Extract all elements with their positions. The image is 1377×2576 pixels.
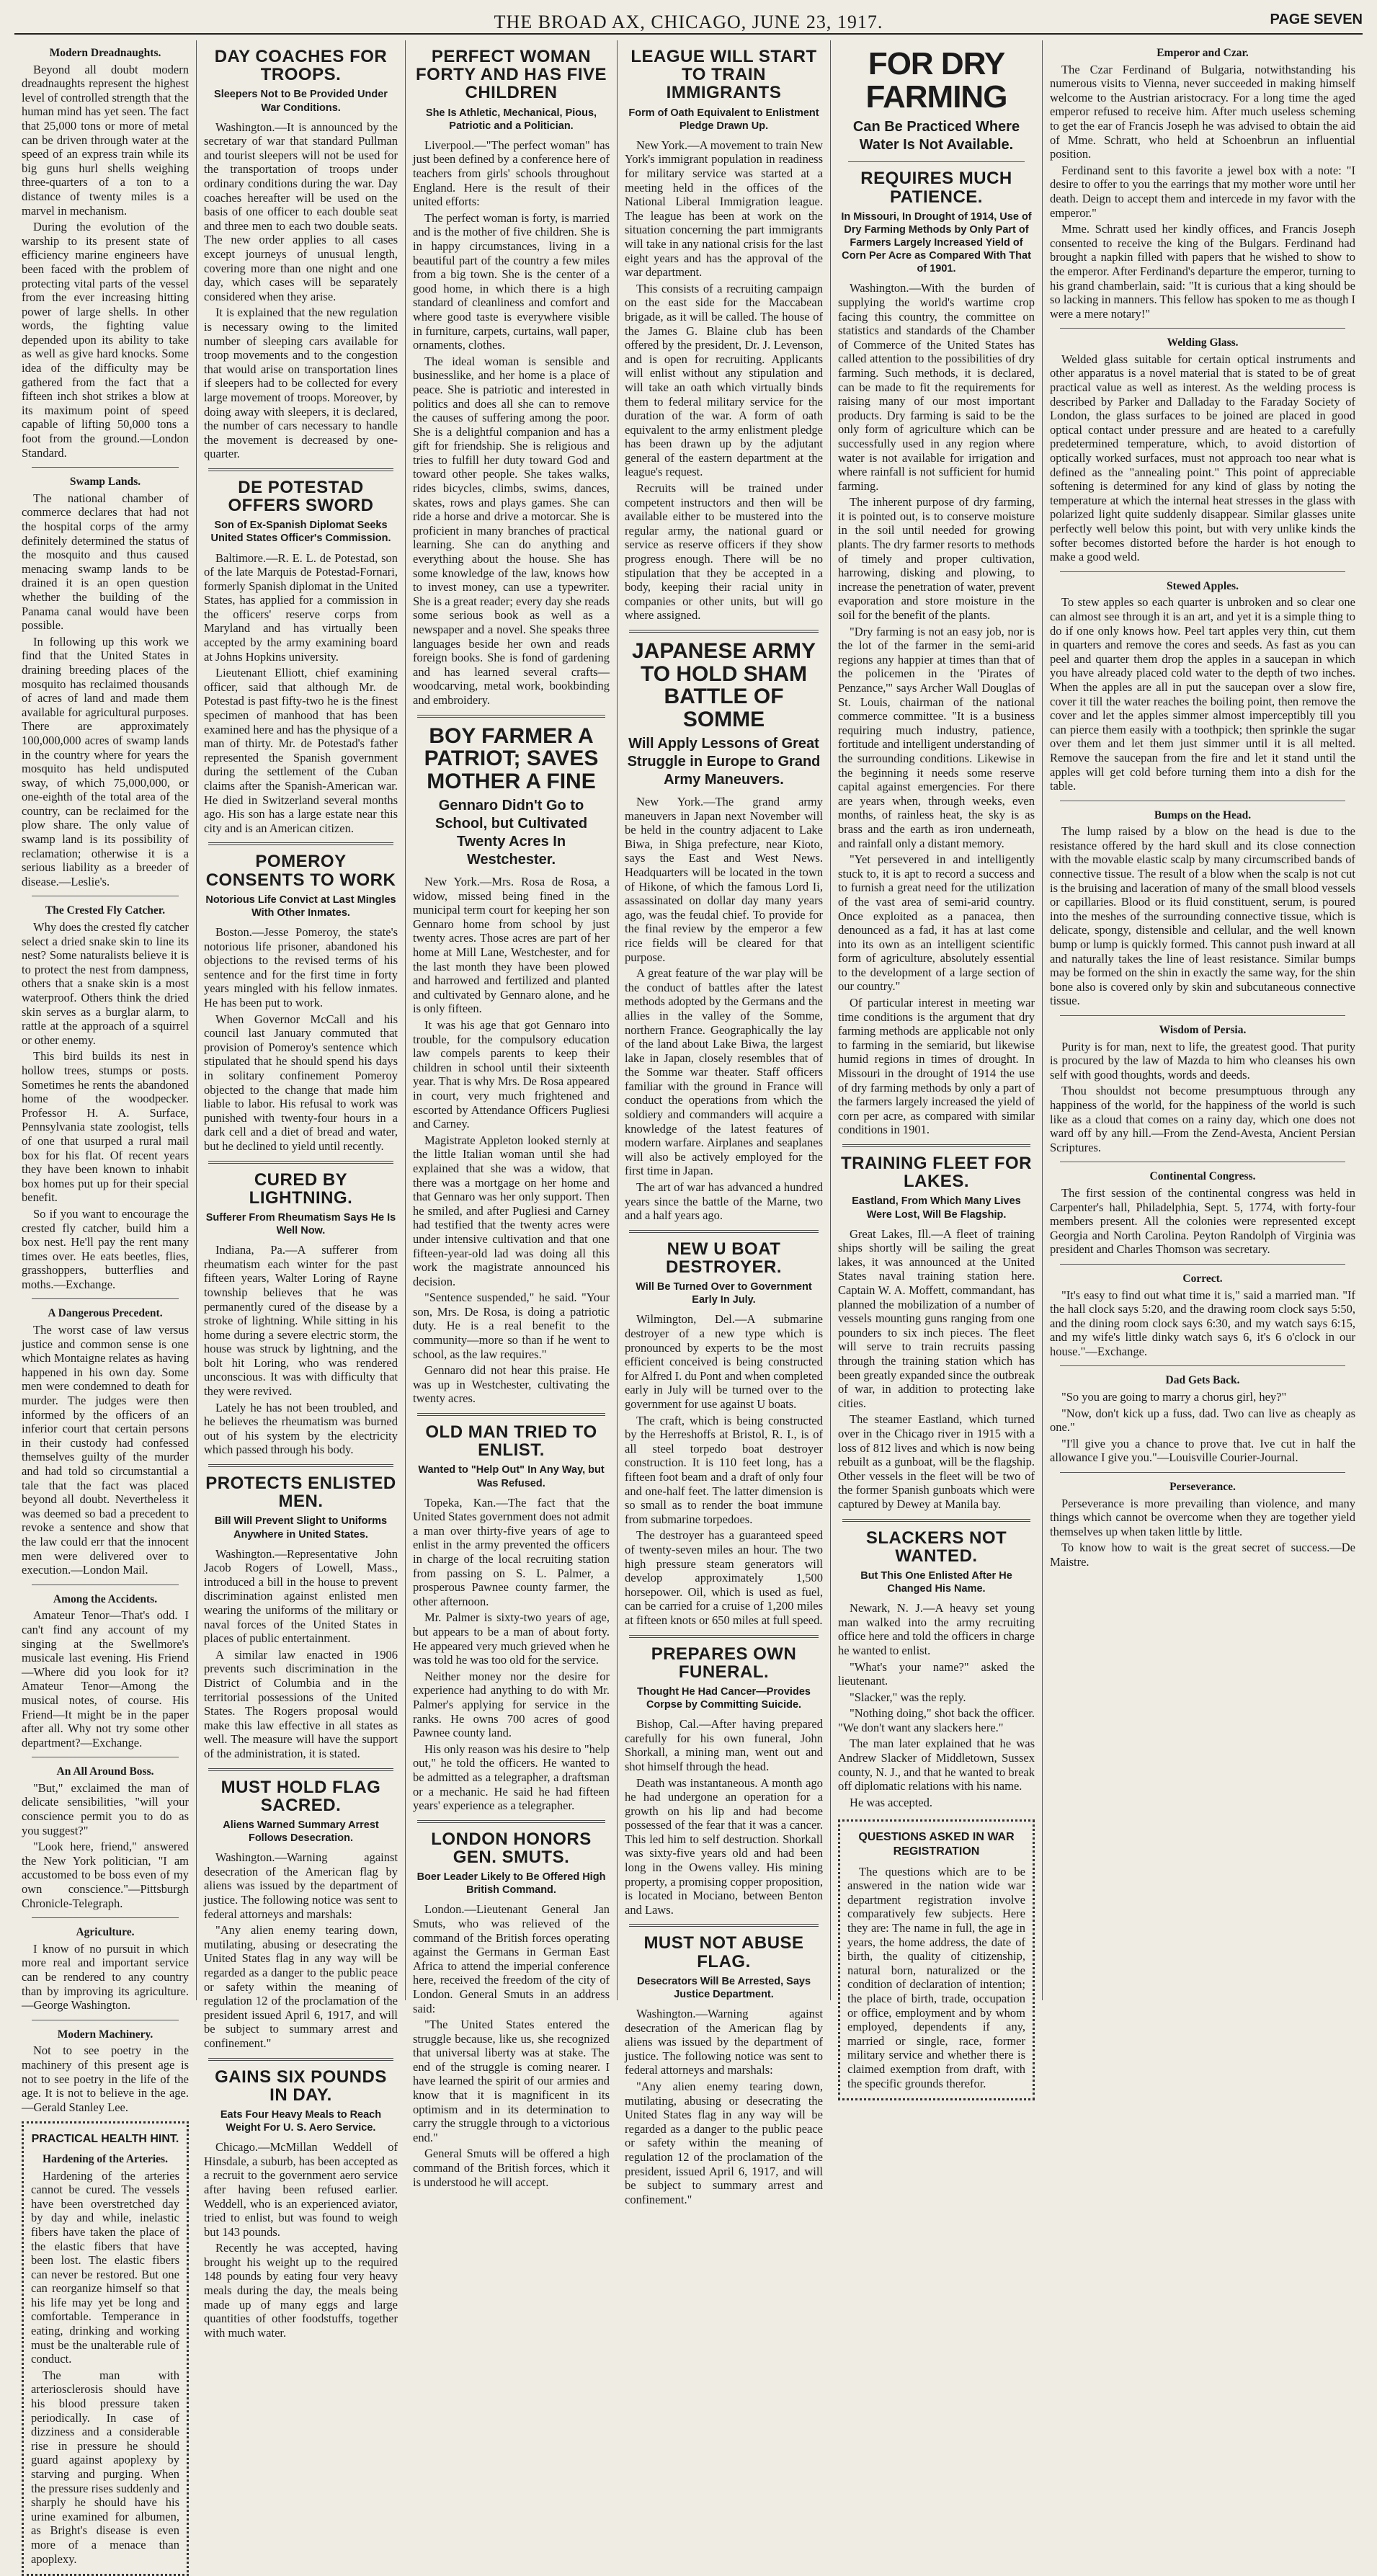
headline: MUST NOT ABUSE FLAG. bbox=[643, 1933, 804, 1971]
headline: LONDON HONORS GEN. SMUTS. bbox=[431, 1829, 592, 1867]
article-paragraph: Death was instantaneous. A month ago he had undergone an operation for a growth on his lip and had become possessed of the fear that it was a cancer. This led him to self destruction. Shorkall was sixty-five years old and had been long in the Owens valley. His mining property, a promising copper proposition, is located in Mociano, between Benton and Laws. bbox=[625, 1775, 823, 1917]
column-3 bbox=[405, 40, 617, 2189]
page-number-label: PAGE SEVEN bbox=[1270, 12, 1363, 27]
subheadline: Will Apply Lessons of Great Struggle in Europe to Grand Army Maneuvers. bbox=[627, 736, 821, 788]
article-paragraph: Neither money nor the desire for experience had anything to do with Mr. Palmer's applying for service in the ranks. He owns 700 acres of good Pawnee county land. bbox=[413, 1669, 610, 1740]
article-paragraph: The Czar Ferdinand of Bulgaria, notwithstanding his numerous visits to Vienna, never succeeded in making himself welcome to the Austrian aristocracy. For a long time the aged emperor refused to receive him. After much useless scheming to get the ear of Francis Joseph he was advised to obtain the aid of Mme. Schratt, who held at Schoenbrun an influential position. bbox=[1050, 62, 1355, 161]
article-paragraph: "Any alien enemy tearing down, mutilating, abusing or desecrating the United States flag in any way will be regarded as a danger to the public peace or safety within the meaning of regulation 12 of the proclamation of the president, issued April 6, 1917, and will be subject to summary arrest and confinement." bbox=[625, 2080, 823, 2206]
divider bbox=[842, 1519, 1030, 1522]
headline: PREPARES OWN FUNERAL. bbox=[651, 1644, 797, 1682]
article-paragraph: It was his age that got Gennaro into trouble, for the compulsory education law compels parents to keep their children in school until their sixteenth year. That is why Mrs. De Rosa appeared in court, very much frightened and escorted by Attendance Officers Pugliesi and Carney. bbox=[413, 1018, 610, 1131]
article-paragraph: Of particular interest in meeting war time conditions is the argument that dry farming methods are applicable not only to farming in the semiarid, but likewise humid regions in times of drought. In Missouri in the drought of 1914 the use of dry farming methods by only a part of the farmers largely increased the yield of corn per acre, as compared with similar conditions in 1901. bbox=[838, 996, 1035, 1137]
article-paragraph: Perseverance is more prevailing than violence, and many things which cannot be overcome when they are together yield themselves up when taken little by little. bbox=[1050, 1496, 1355, 1538]
article-paragraph: The destroyer has a guaranteed speed of twenty-seven miles an hour. The two high pressure steam generators will develop approximately 1,500 horsepower. Oil, which is used as fuel, can be carried for a cruise of 1,200 miles at fifteen knots or 650 miles at full speed. bbox=[625, 1528, 823, 1627]
article-paragraph: Mme. Schratt used her kindly offices, and Francis Joseph consented to receive the king of the Bulgars. Ferdinand had brought a napkin filled with papers that he wished to show to the emperor. After Ferdinand's departure the emperor, turning to his grand chamberlain, said: "It is curious that a king should be so lacking in manners. This fellow has spoken to me as though I were a mere notary!" bbox=[1050, 222, 1355, 321]
article-heading: Wisdom of Persia. bbox=[1159, 1024, 1247, 1036]
article-paragraph: New York.—A movement to train New York's immigrant population in readiness for military service was started at a meeting held in the offices of the National Liberal Immigration league. The league has been at work on the situation concerning the part immigrants will take in any national crisis for the last eight years and has the approval of the war department. bbox=[625, 138, 823, 280]
headline-secondary: REQUIRES MUCH PATIENCE. bbox=[860, 169, 1012, 207]
health-hint-box bbox=[22, 2121, 189, 2576]
subheadline: Sleepers Not to Be Provided Under War Conditions. bbox=[214, 89, 388, 114]
article-heading: Emperor and Czar. bbox=[1157, 47, 1249, 59]
article-heading: The Crested Fly Catcher. bbox=[45, 904, 166, 917]
headline: DE POTESTAD OFFERS SWORD bbox=[228, 477, 374, 516]
article-paragraph: Welded glass suitable for certain optical instruments and other apparatus is a novel material that is stated to be of great practical value as well as interest. As the welding process is described by Parker and Dalladay to the Faraday Society of London, the glass surfaces to be joined are placed in good optical contact under pressure and are heated to a carefully predetermined temperature, which, to avoid distortion of optically worked surfaces, must not approach too near what is defined as the "annealing point." This point of appreciable softening is determined for any kind of glass by noting the temperature at which the internal heat stresses in the glass with polarized light quite suddenly disappear. Similar glasses unite perfectly well below this point, but with very unlike kinds the softer becomes distorted before the harder is hot enough to make a good weld. bbox=[1050, 352, 1355, 564]
subheadline: But This One Enlisted After He Changed His Name. bbox=[860, 1569, 1012, 1595]
article-paragraph: "Dry farming is not an easy job, nor is the lot of the farmer in the semi-arid regions any happier at times than that of the policemen in the 'Pirates of Penzance,'" says Archer Wall Douglas of St. Louis, chairman of the national commerce committee. "It is a business requiring much industry, patience, fortitude and intelligent understanding of the surrounding conditions. Likewise in the beginning it needs some reserve capital against emergencies. For there are years when, through weeks, even months, of rainless heat, the sky is as brass and the earth as iron underneath, and rainfall only a distant memory. bbox=[838, 624, 1035, 850]
subheadline: Eats Four Heavy Meals to Reach Weight For U. S. Aero Service. bbox=[220, 2108, 382, 2134]
article-paragraph: Why does the crested fly catcher select a dried snake skin to line its nest? Some naturalists believe it is to protect the nest from dampness, others that a snake skin is a most waterproof. Others think the dried skin serves as a burglar alarm, to rattle at the approach of a squirrel or other enemy. bbox=[22, 920, 189, 1047]
column-2 bbox=[196, 40, 405, 2340]
article-paragraph: Boston.—Jesse Pomeroy, the state's notorious life prisoner, abandoned his objections to the revised terms of his sentence and for the first time in forty years mingled with his fellow inmates. He has been put to work. bbox=[204, 925, 398, 1010]
headline: NEW U BOAT DESTROYER. bbox=[665, 1239, 783, 1277]
divider bbox=[32, 467, 179, 468]
article-paragraph: So if you want to encourage the crested fly catcher, build him a box nest. He'll pay the rent many times over. He eats beetles, flies, grasshoppers, butterflies and moths.—Exchange. bbox=[22, 1206, 189, 1291]
subheadline: Son of Ex-Spanish Diplomat Seeks United States Officer's Commission. bbox=[210, 520, 391, 545]
article-paragraph: The national chamber of commerce declares that had not the hospital corps of the army definitely determined the status of the mosquito and thus caused menacing swamp lands to be drained it is an open question whether the building of the Panama canal would have been possible. bbox=[22, 491, 189, 633]
divider bbox=[32, 1298, 179, 1299]
article-paragraph: Topeka, Kan.—The fact that the United States government does not admit a man over thirty-five years of age to enlist in the army prevented the officers in charge of the local recruiting station from passing on S. L. Palmer, a prosperous Pawnee county farmer, the other afternoon. bbox=[413, 1495, 610, 1608]
article-paragraph: The craft, which is being constructed by the Herreshoffs at Bristol, R. I., is of all steel torpedo boat destroyer construction. It is 110 feet long, has a fifteen foot beam and a draft of only four and one-half feet. The latter dimension is so small as to render the boat immune from submarine torpedoes. bbox=[625, 1413, 823, 1526]
article-heading: Correct. bbox=[1182, 1272, 1223, 1285]
article-paragraph: His only reason was his desire to "help out," he told the officers. He wanted to be admitted as a telegrapher, a draftsman or a mechanic. He said he had fifteen years' experience as a telegrapher. bbox=[413, 1742, 610, 1813]
headline: OLD MAN TRIED TO ENLIST. bbox=[425, 1422, 597, 1461]
article-paragraph: Ferdinand sent to this favorite a jewel box with a note: "I desire to offer to you the earrings that my mother wore until her death. Deign to accept them and intercede in my favor with the emperor." bbox=[1050, 163, 1355, 220]
article-heading: Swamp Lands. bbox=[69, 476, 141, 489]
article-paragraph: New York.—Mrs. Rosa de Rosa, a widow, missed being fined in the municipal term court for keeping her son Gennaro home from school by just twenty acres. Those acres are part of her home at Mill Lane, Westchester, and for the last month they have been plowed and harrowed and fertilized and planted and cultivated by Gennaro alone, and he is only fifteen. bbox=[413, 875, 610, 1016]
headline: TRAINING FLEET FOR LAKES. bbox=[841, 1154, 1032, 1192]
article-paragraph: "I'll give you a chance to prove that. Ive cut in half the allowance I give you."—Louisville Courier-Journal. bbox=[1050, 1436, 1355, 1465]
subheadline: Eastland, From Which Many Lives Were Lost, Will Be Flagship. bbox=[852, 1195, 1021, 1221]
article-paragraph: He was accepted. bbox=[850, 1795, 932, 1809]
article-paragraph: Recruits will be trained under competent instructors and then will be available either to be mustered into the regular army, the national guard or service as reserve officers if they show progress enough. There will be no stipulation that they be accepted in a body, keeping their racial unity in companies or other units, but will go where assigned. bbox=[625, 481, 823, 623]
headline: LEAGUE WILL START TO TRAIN IMMIGRANTS bbox=[630, 47, 817, 103]
subheadline: Desecrators Will Be Arrested, Says Justice Department. bbox=[636, 1975, 811, 2000]
article-paragraph: Mr. Palmer is sixty-two years of age, but appears to be a man of about forty. He appeared very much grieved when he was told he was too old for the service. bbox=[413, 1610, 610, 1667]
divider bbox=[417, 715, 605, 718]
headline: FOR DRY FARMING bbox=[865, 46, 1007, 115]
column-5 bbox=[830, 40, 1042, 2090]
article-paragraph: "Look here, friend," answered the New York politician, "I am accustomed to be boss even of my own conscience."—Pittsburgh Chronicle-Telegraph. bbox=[22, 1840, 189, 1910]
headline: DAY COACHES FOR TROOPS. bbox=[214, 47, 388, 85]
article-heading: Continental Congress. bbox=[1149, 1170, 1256, 1183]
article-paragraph: Amateur Tenor—That's odd. I can't find any account of my singing at the Swellmore's musicale last evening. His Friend—Where did you look for it? Amateur Tenor—Among the musical notes, of course. His Friend—It might be in the paper after all. Why not try some other department?—Exchange. bbox=[22, 1608, 189, 1750]
article-paragraph: Magistrate Appleton looked sternly at the little Italian woman until she had explained that she was a widow, that there was a mortgage on her home and that Gennaro was her only support. Then he smiled, and after Pugliesi and Carney had testified that the twenty acres were under intensive cultivation and that one fifteen-year-old lad was doing all this work the magistrate announced his decision. bbox=[413, 1133, 610, 1288]
article-paragraph: To stew apples so each quarter is unbroken and so clear one can almost see through it is an art, and yet it is a simple thing to do if one only knows how. Peel tart apples very thin, cut them in quarters and remove the cores and seeds. As fast as you can peel and quarter them drop the apples in a saucepan in which you have already placed cold water to the depth of two inches. When the apples are all in put the saucepan over a slow fire, cover it till the water reaches the boiling point, then remove the cover and let the apples simmer almost imperceptibly till you can pierce them easily with a toothpick; then sprinkle the sugar over them and let them just simmer until it is all melted. Remove the saucepan from the fire and let it stand until the apples will get cold before turning them into a dish for the table. bbox=[1050, 595, 1355, 793]
column-6 bbox=[1042, 40, 1363, 2000]
article-paragraph: When Governor McCall and his council last January commuted that provision of Pomeroy's sentence which stipulated that he should spend his days in solitary confinement Pomeroy objected to the change that made him liable to labor. His refusal to work was punished with twenty-four hours in a dark cell and a diet of bread and water, but he declined to yield until recently. bbox=[204, 1012, 398, 1153]
subheadline: Sufferer From Rheumatism Says He Is Well Now. bbox=[205, 1211, 396, 1236]
column-1 bbox=[14, 40, 196, 2566]
article-paragraph: London.—Lieutenant General Jan Smuts, who was relieved of the command of the British forces operating against the Germans in German East Africa to attend the imperial conference here, received the freedom of the city of London. General Smuts in an address said: bbox=[413, 1902, 610, 2015]
divider bbox=[208, 842, 393, 845]
article-paragraph: Washington.—Representative John Jacob Rogers of Lowell, Mass., introduced a bill in the house to prevent discrimination against enlisted men wearing the uniforms of the military or naval forces of the United States in places of public entertainment. bbox=[204, 1546, 398, 1646]
headline: PERFECT WOMAN FORTY AND HAS FIVE CHILDREN bbox=[415, 47, 607, 103]
article-paragraph: A great feature of the war play will be the conduct of battles after the latest methods adopted by the Germans and the allies in the valley of the Somme, northern France. Geographically the lay of the land about Lake Biwa, the largest lake in Japan, closely resembles that of the Somme war theater. Staff officers familiar with the ground in France will conduct the operations from which the soldiery and commanders will acquire a knowledge of the latest features of modern warfare. Airplanes and seaplanes will also be actively employed for the first time in Japan. bbox=[625, 966, 823, 1178]
headline: POMEROY CONSENTS TO WORK bbox=[205, 852, 396, 890]
article-paragraph: Not to see poetry in the machinery of this present age is not to see poetry in the life of the age. It is not to believe in the age.—Gerald Stanley Lee. bbox=[22, 2044, 189, 2114]
article-paragraph: I know of no pursuit in which more real and important service can be rendered to any country than by improving its agriculture.—George Washington. bbox=[22, 1941, 189, 2013]
article-paragraph: "Sentence suspended," he said. "Your son, Mrs. De Rosa, is doing a patriotic duty. He is a real benefit to the community—more so than if he went to school, as the law requires." bbox=[413, 1291, 610, 1361]
article-paragraph: The man later explained that he was Andrew Slacker of Middletown, Sussex county, N. J., and that he wanted to break off diplomatic relations with his name. bbox=[838, 1737, 1035, 1793]
article-paragraph: "Now, don't kick up a fuss, dad. Two can live as cheaply as one." bbox=[1050, 1406, 1355, 1435]
article-paragraph: The art of war has advanced a hundred years since the battle of the Marne, two and a half years ago. bbox=[625, 1180, 823, 1223]
article-heading: Modern Machinery. bbox=[57, 2028, 153, 2041]
subheadline-secondary: In Missouri, In Drought of 1914, Use of Dry Farming Methods by Only Part of Farmers Largely Increased Yield of Corn Per Acre as Compared With That of 1901. bbox=[841, 210, 1032, 275]
headline: PROTECTS ENLISTED MEN. bbox=[205, 1474, 396, 1512]
article-paragraph: The worst case of law versus justice and common sense is one which Montaigne relates as having happened in his own day. Some men were condemned to death for murder. The judges were then informed by the officers of an inferior court that certain persons in their custody had confessed themselves guilty of the murder and had told so circumstantial a tale that the fact was placed beyond all doubt. Nevertheless it was deemed so bad a precedent to revoke a sentence and show that the law could err that the innocent men were delivered over to execution.—London Mail. bbox=[22, 1323, 189, 1577]
article-paragraph: Liverpool.—"The perfect woman" has just been defined by a conference here of teachers from girls' schools throughout England. Here is the result of their united efforts: bbox=[413, 138, 610, 209]
article-paragraph: Great Lakes, Ill.—A fleet of training ships shortly will be sailing the great lakes, it was announced at the United States naval training station here. Captain W. A. Moffett, commandant, has planned the mobilization of a number of vessels mounting guns ranging from one pounders to six inch pieces. The fleet will serve to train recruits passing through the training station which has been greatly expanded since the outbreak of war, in addition to protecting lake cities. bbox=[838, 1226, 1035, 1410]
article-paragraph: This bird builds its nest in hollow trees, stumps or posts. Sometimes he rents the abandoned home of the woodpecker. Professor H. A. Surface, Pennsylvania state zoologist, tells of one that usurped a rural mail box for his flat. Of recent years they have been known to inhabit box homes put up for their special benefit. bbox=[22, 1049, 189, 1205]
divider bbox=[848, 161, 1025, 162]
article-paragraph: The perfect woman is forty, is married and is the mother of five children. She is in happy circumstances, living in a beautiful part of the country a few miles from a big town. She is the center of a good home, in which there is a high standard of cleanliness and comfort and where good taste is everywhere visible in furniture, carpets, curtains, wall paper, ornaments, clothes. bbox=[413, 210, 610, 352]
article-paragraph: During the evolution of the warship to its present state of efficiency marine engineers have been faced with the problem of protecting vital parts of the vessel from the ever increasing hitting power of large shells. In other words, the fighting value depended upon its ability to take as well as give hard knocks. Some idea of the difficulty may be gathered from the fact that a fifteen inch shot strikes a blow at its maximum point of speed capable of lifting 50,000 tons a foot from the ground.—London Standard. bbox=[22, 220, 189, 460]
article-heading: A Dangerous Precedent. bbox=[48, 1307, 163, 1320]
divider bbox=[32, 1917, 179, 1918]
article-paragraph: A similar law enacted in 1906 prevents such discrimination in the District of Columbia and in the territorial possessions of the United States. The Rogers proposal would make this law effective in all states as well. The measure will have the support of the administration, it is stated. bbox=[204, 1647, 398, 1760]
article-heading: Welding Glass. bbox=[1167, 337, 1239, 349]
divider bbox=[208, 1161, 393, 1164]
headline: BOY FARMER A PATRIOT; SAVES MOTHER A FINE bbox=[424, 723, 599, 793]
article-paragraph: Recently he was accepted, having brought his weight up to the required 148 pounds by eating four very heavy meals during the day, the meals being made up of many eggs and large quantities of other foodstuffs, together with much water. bbox=[204, 2241, 398, 2340]
subheadline: Thought He Had Cancer—Provides Corpse by Committing Suicide. bbox=[637, 1685, 811, 1711]
article-heading: Hardening of the Arteries. bbox=[43, 2152, 168, 2165]
article-heading: Bumps on the Head. bbox=[1154, 808, 1252, 821]
article-paragraph: "But," exclaimed the man of delicate sensibilities, "will your conscience permit you to do as you suggest?" bbox=[22, 1781, 189, 1837]
article-paragraph: Indiana, Pa.—A sufferer from rheumatism each winter for the past fifteen years, Walter Loring of Rayne township believes that he was permanently cured of the disease by a stroke of lightning. While sitting in his home during a severe electric storm, the house was struck by lightning, and the bolt hit Loring, who was rendered unconscious. It was with difficulty that they were revived. bbox=[204, 1243, 398, 1399]
headline: MUST HOLD FLAG SACRED. bbox=[220, 1777, 381, 1815]
divider bbox=[1060, 1015, 1345, 1016]
article-paragraph: The lump raised by a blow on the head is due to the resistance offered by the hard skull and its close connection with the movable elastic scalp by many circumscribed bands of connective tissue. The result of a blow when the scalp is not cut is the bruising and laceration of many of the small blood vessels or capillaries. Blood or its fluid constituent, serum, is poured into the meshes of the surrounding connective tissue, which is delicate, spongy, distensible and cellular, and the well known bump or lump is quickly formed. This cannot push inward at all and naturally takes the line of least resistance. Similar bumps may be formed on the shin in exactly the same way, for the shin bone also is covered only by skin and subcutaneous connective tissue. bbox=[1050, 824, 1355, 1008]
article-paragraph: Gennaro did not hear this praise. He was up in Westchester, cultivating the twenty acres. bbox=[413, 1363, 610, 1406]
questions-box bbox=[838, 1819, 1035, 2100]
article-paragraph: Washington.—Warning against desecration of the American flag by aliens was issued by the department of justice. The following notice was sent to federal attorneys and marshals: bbox=[625, 2007, 823, 2077]
divider bbox=[1060, 1365, 1345, 1366]
subheadline: Aliens Warned Summary Arrest Follows Desecration. bbox=[223, 1819, 379, 1845]
article-paragraph: The steamer Eastland, which turned over in the Chicago river in 1915 with a loss of 812 lives and which is now being rebuilt as a gunboat, will be the flagship. Other vessels in the fleet will be two of the former Spanish gunboats which were captured by Dewey at Manila bay. bbox=[838, 1412, 1035, 1511]
article-paragraph: Thou shouldst not become presumptuous through any happiness of the world, for the happiness of the world is such like as a cloud that comes on a rainy day, which one does not ward off by any hill.—From the Zend-Avesta, Ancient Persian Scriptures. bbox=[1050, 1084, 1355, 1154]
article-paragraph: The ideal woman is sensible and businesslike, and her home is a place of peace. She is patriotic and interested in politics and does all she can to remove the causes of suffering among the poor. She is a delightful companion and has a gift for friendship. She is religious and tries to fulfill her duty toward God and toward other people. She takes walks, rides bicycles, climbs, swims, dances, skates, rows and plays games. She can ride a horse and drive a motorcar. She is proficient in many branches of practical learning. She can do anything and everything about the house. She has some knowledge of the law, knows how to invest money, can use a typewriter. She is a great reader; every day she reads some serious book as well as a newspaper and a novel. She speaks three languages beside her own and reads foreign books. She is fond of gardening and has learned several crafts—woodcarving, metal work, bookbinding and embroidery. bbox=[413, 354, 610, 707]
article-heading: An All Around Boss. bbox=[56, 1765, 154, 1778]
article-paragraph: Washington.—Warning against desecration of the American flag by aliens was issued by the department of justice. The following notice was sent to federal attorneys and marshals: bbox=[204, 1850, 398, 1921]
divider bbox=[417, 1413, 605, 1416]
article-paragraph: "Nothing doing," shot back the officer. "We don't want any slackers here." bbox=[838, 1706, 1035, 1734]
article-paragraph: New York.—The grand army maneuvers in Japan next November will be held in the country adjacent to Lake Biwa, in Shiga prefecture, near Kioto, says the East and West News. Headquarters will be located in the town of Hikone, of which the famous Lord Ii, assassinated on dollar day many years ago, was the feudal chief. To provide for the final review by the emperor a few rice fields will be cleared for that purpose. bbox=[625, 795, 823, 964]
article-paragraph: Newark, N. J.—A heavy set young man walked into the army recruiting office here and told the officers in charge he wanted to enlist. bbox=[838, 1601, 1035, 1657]
article-paragraph: It is explained that the new regulation is necessary owing to the limited number of sleeping cars available for troop movements and to the congestion that would arise on transportation lines if sleepers had to be collected for every large movement of troops. Moreover, by doing away with sleepers, it is declared, the number of cars necessary to handle the movement is decreased by one-quarter. bbox=[204, 306, 398, 461]
headline: CURED BY LIGHTNING. bbox=[249, 1169, 353, 1208]
article-paragraph: Hardening of the arteries cannot be cured. The vessels have been overstretched day by day and while, inelastic fibers have taken the place of the elastic fibers that have been lost. The elastic fibers can never be restored. But one can reorganize himself so that his life may yet be long and comfortable. Temperance in eating, drinking and working must be the unalterable rule of conduct. bbox=[31, 2168, 179, 2366]
article-paragraph: This consists of a recruiting campaign on the east side for the Maccabean brigade, as it will be called. The house of the James G. Blaine club has been offered by the president, Dr. J. Levenson, and is open for recruiting. Applicants will enlist without any stipulation and will take an oath which virtually binds them to federal military service for the duration of the war. A form of oath equivalent to the army enlistment pledge has been drawn up by the adjutant general of the eastern department at the league's request. bbox=[625, 281, 823, 479]
article-paragraph: "It's easy to find out what time it is," said a married man. "If the hall clock says 5:20, and the drawing room clock says 5:50, and the dining room clock says 6:30, and my watch says 6:15, and my wife's little dinky watch says 6, it's 6 o'clock in our house."—Exchange. bbox=[1050, 1288, 1355, 1358]
column-4 bbox=[617, 40, 830, 2206]
subheadline: Form of Oath Equivalent to Enlistment Pledge Drawn Up. bbox=[628, 107, 819, 132]
article-paragraph: The questions which are to be answered in the nation wide war department registration involve comparatively few subjects. Here they are: The name in full, the age in years, the home address, the date of birth, the quality of citizenship, natural born, naturalized or the condition of declaration of intention; the place of birth, trade, occupation or office, employment and by whom employed, dependents if any, married or single, race, former military service and whether there is claimed exemption from draft, with the specific grounds therefor. bbox=[847, 1864, 1025, 2090]
article-paragraph: "Any alien enemy tearing down, mutilating, abusing or desecrating the United States flag in any way will be regarded as a danger to the public peace or safety within the meaning of regulation 12 of the proclamation of the president issued April 6, 1917, and will be subject to summary arrest and confinement." bbox=[204, 1923, 398, 2050]
article-heading: Perseverance. bbox=[1169, 1481, 1236, 1494]
article-paragraph: Baltimore.—R. E. L. de Potestad, son of the late Marquis de Potestad-Fornari, formerly Spanish diplomat in the United States, has applied for a commission in the officers' reserve corps from Maryland and has virtually been accepted by the army examining board at Johns Hopkins university. bbox=[204, 551, 398, 664]
article-paragraph: "Slacker," was the reply. bbox=[850, 1690, 966, 1704]
article-paragraph: Beyond all doubt modern dreadnaughts represent the highest level of controlled strength that the human mind has yet seen. The fact that 25,000 tons or more of metal can be driven through water at the speed of an express train while its big guns hurl shells weighing three-quarters of a ton to a distance of twenty miles is a marvel in mechanism. bbox=[22, 62, 189, 218]
subheadline: Gennaro Didn't Go to School, but Cultivated Twenty Acres In Westchester. bbox=[435, 798, 588, 868]
questions-title: QUESTIONS ASKED IN WAR REGISTRATION bbox=[858, 1831, 1015, 1858]
article-heading: Agriculture. bbox=[76, 1926, 135, 1939]
article-paragraph: "What's your name?" asked the lieutenant. bbox=[838, 1659, 1035, 1688]
divider bbox=[1060, 571, 1345, 572]
divider bbox=[629, 1635, 819, 1638]
article-paragraph: "Yet persevered in and intelligently stuck to, it is apt to record a success and to furnish a great need for the utilization of the vast area of semi-arid country. Once exploited as a panacea, then denounced as a fad, it has at last come into its own as an intelligent scientific form of agriculture, absolutely essential to the development of a large section of our country." bbox=[838, 852, 1035, 994]
article-paragraph: The man with arteriosclerosis should have his blood pressure taken periodically. In case of dizziness and a considerable rise in pressure he should guard against apoplexy by starving and purging. When the pressure rises suddenly and sharply he should have his urine examined for albumen, as Bright's disease is even more of a menace than apoplexy. bbox=[31, 2368, 179, 2566]
article-heading: Among the Accidents. bbox=[53, 1592, 158, 1605]
divider bbox=[1060, 328, 1345, 329]
article-paragraph: Washington.—It is announced by the secretary of war that standard Pullman and tourist sleepers will not be used for the transportation of troops under ordinary conditions during the war. Day coaches hereafter will be used on the basis of one officer to each double seat and three men to each two double seats. The new order applies to all cases except journeys of unusual length, covering more than one night and one day, which cases will be separately considered when they arise. bbox=[204, 120, 398, 303]
article-paragraph: "The United States entered the struggle because, like us, she recognized that universal liberty was at stake. The end of the struggle is coming nearer. I have learned the spirit of our armies and know that it is magnificent in its optimism and in its determination to carry the struggle through to a victorious end." bbox=[413, 2018, 610, 2144]
subheadline: Bill Will Prevent Slight to Uniforms Anywhere in United States. bbox=[214, 1515, 388, 1541]
article-paragraph: Chicago.—McMillan Weddell of Hinsdale, a suburb, has been accepted as a recruit to the government aero service after having been refused earlier. Weddell, who is an experienced aviator, tried to enlist, but was found to weigh but 143 pounds. bbox=[204, 2140, 398, 2239]
article-paragraph: The inherent purpose of dry farming, it is pointed out, is to conserve moisture in the soil until needed for growing plants. The dry farmer resorts to methods of timely and proper cultivation, harrowing, disking and plowing, to increase the penetration of water, prevent evaporation and store moisture in the soil for the benefit of the plants. bbox=[838, 495, 1035, 623]
masthead bbox=[14, 9, 1363, 35]
article-paragraph: In following up this work we find that the United States in draining breeding places of the mosquito has reclaimed thousands of acres of land and made them available for agricultural purposes. There are approximately 100,000,000 acres of swamp lands in the country where for years the mosquito has held undisputed sway, of which 75,000,000, or one-eighth of the total area of the country, can be reclaimed for the plow share. The only value of swamp land is its possibility of reclamation; otherwise it is a serious liability as a breeder of disease.—Leslie's. bbox=[22, 634, 189, 888]
headline: SLACKERS NOT WANTED. bbox=[865, 1528, 1007, 1566]
divider bbox=[629, 1924, 819, 1927]
article-paragraph: General Smuts will be offered a high command of the British forces, which it is understood he will accept. bbox=[413, 2147, 610, 2189]
divider bbox=[208, 1768, 393, 1771]
article-heading: Dad Gets Back. bbox=[1165, 1374, 1240, 1387]
subheadline: She Is Athletic, Mechanical, Pious, Patriotic and a Politician. bbox=[425, 107, 597, 132]
article-paragraph: Purity is for man, next to life, the greatest good. That purity is procured by the law of Mazda to him who cleanses his own self with good thoughts, words and deeds. bbox=[1050, 1039, 1355, 1082]
article-heading: Stewed Apples. bbox=[1167, 579, 1239, 592]
masthead-title: THE BROAD AX, CHICAGO, JUNE 23, 1917. bbox=[494, 12, 883, 32]
article-paragraph: Washington.—With the burden of supplying the world's wartime crop facing this country, the committee on statistics and standards of the Chamber of Commerce of the United States has called attention to the possibilities of dry farming. Such methods, it is declared, can be made to fit the requirements for raising many of our most important products. Dry farming is said to be the only form of agriculture which can be successfully used in any region where water is not available for irrigation and where rainfall is not sufficient for humid farming. bbox=[838, 281, 1035, 493]
subheadline: Boer Leader Likely to Be Offered High British Command. bbox=[416, 1871, 606, 1897]
divider bbox=[417, 1820, 605, 1823]
divider bbox=[1060, 1472, 1345, 1473]
subheadline: Wanted to "Help Out" In Any Way, but Was Refused. bbox=[418, 1464, 605, 1489]
article-paragraph: The first session of the continental congress was held in Carpenter's hall, Philadelphia, Sept. 5, 1774, with forty-four members present. All the colonies were represented except Georgia and North Carolina. Peyton Randolph of Virginia was president and Charles Thomson was secretary. bbox=[1050, 1185, 1355, 1257]
divider bbox=[629, 1230, 819, 1233]
divider bbox=[208, 2058, 393, 2061]
divider bbox=[1060, 1264, 1345, 1265]
article-paragraph: Wilmington, Del.—A submarine destroyer of a new type which is pronounced by experts to be the most efficient conceived is being constructed for Alfred I. du Pont and when completed early in July will be turned over to the government for use against U boats. bbox=[625, 1312, 823, 1411]
subheadline: Will Be Turned Over to Government Early In July. bbox=[636, 1281, 812, 1306]
divider bbox=[208, 468, 393, 471]
divider bbox=[629, 630, 819, 633]
subheadline: Notorious Life Convict at Last Mingles With Other Inmates. bbox=[205, 893, 396, 919]
divider bbox=[842, 1144, 1030, 1147]
article-paragraph: Lately he has not been troubled, and he believes the rheumatism was burned out of his system by the electricity which passed through his body. bbox=[204, 1400, 398, 1457]
article-paragraph: "So you are going to marry a chorus girl, hey?" bbox=[1061, 1390, 1287, 1404]
article-paragraph: To know how to wait is the great secret of success.—De Maistre. bbox=[1050, 1541, 1355, 1569]
headline: GAINS SIX POUNDS IN DAY. bbox=[215, 2067, 387, 2105]
article-paragraph: Bishop, Cal.—After having prepared carefully for his own funeral, John Shorkall, a mining man, went out and shot himself through the head. bbox=[625, 1717, 823, 1773]
subheadline: Can Be Practiced Where Water Is Not Available. bbox=[852, 119, 1020, 153]
health-hint-title: PRACTICAL HEALTH HINT. bbox=[31, 2133, 179, 2146]
divider bbox=[208, 1464, 393, 1467]
article-paragraph: Lieutenant Elliott, chief examining officer, said that although Mr. de Potestad is past fifty-two he is the finest specimen of manhood that has been examined here and has the physique of a man of thirty. Mr. de Potestad's father represented the Spanish government during the settlement of the Cuban claims after the Spanish-American war. He died in Switzerland several months ago. His son has a large estate near this city and is an American citizen. bbox=[204, 666, 398, 835]
headline: JAPANESE ARMY TO HOLD SHAM BATTLE OF SOMME bbox=[631, 639, 816, 731]
article-heading: Modern Dreadnaughts. bbox=[49, 47, 161, 59]
